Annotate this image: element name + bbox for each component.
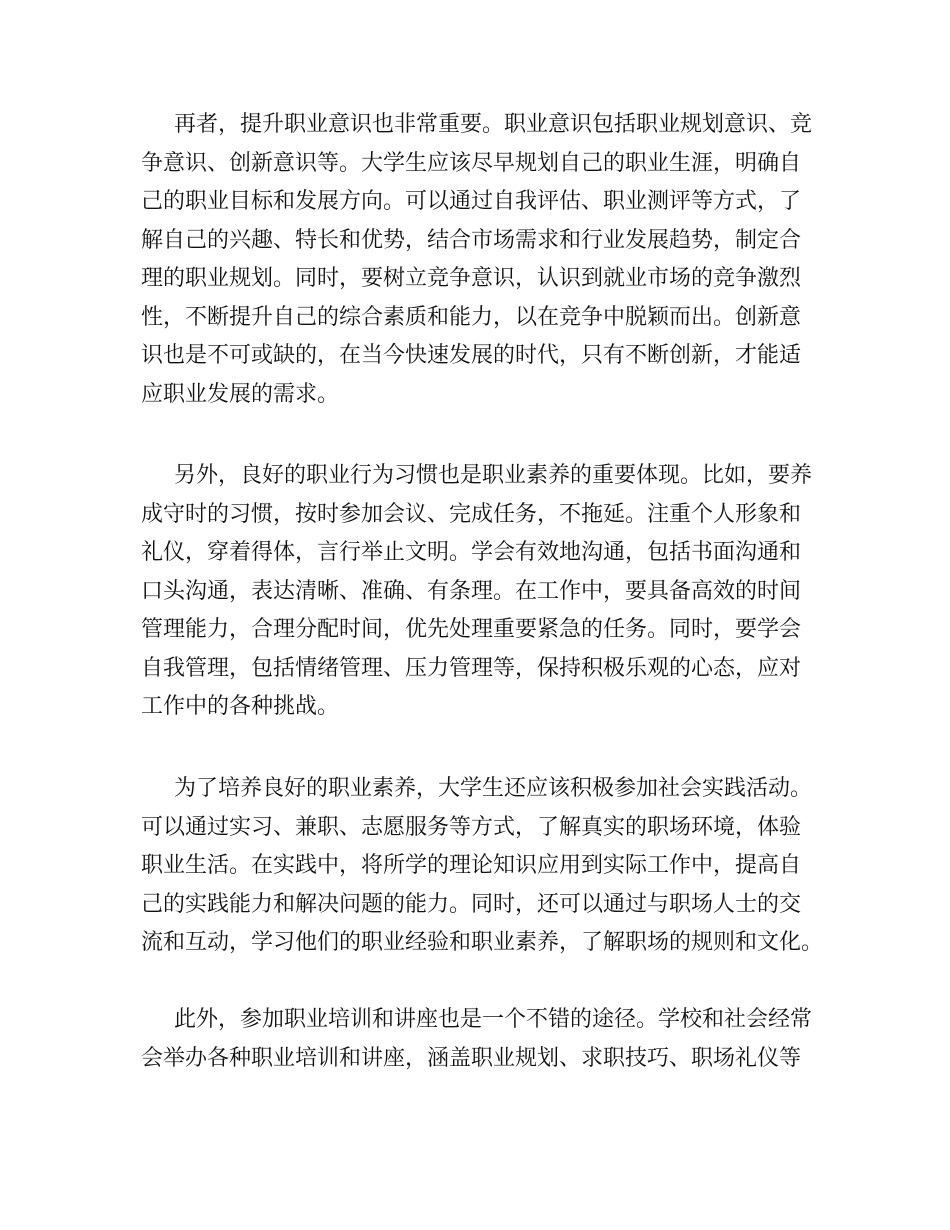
paragraph-work-habits: [141, 457, 821, 727]
text-line: 理的职业规划。同时，要树立竞争意识，认识到就业市场的竞争激烈: [141, 266, 802, 291]
paragraph-training-lectures: [141, 1001, 821, 1078]
text-line: 可以通过实习、兼职、志愿服务等方式，了解真实的职场环境，体验: [141, 814, 802, 840]
text-line: 成守时的习惯，按时参加会议、完成任务，不拖延。注重个人形象和: [141, 501, 802, 527]
text-line: 应职业发展的需求。: [141, 381, 340, 407]
text-line: 自我管理，包括情绪管理、压力管理等，保持积极乐观的心态，应对: [141, 655, 802, 681]
text-line: 工作中的各种挑战。: [141, 694, 340, 719]
text-line: 性，不断提升自己的综合素质和能力，以在竞争中脱颖而出。创新意: [141, 304, 802, 330]
text-line: 管理能力，合理分配时间，优先处理重要紧急的任务。同时，要学会: [141, 617, 802, 642]
paragraph-career-awareness: [141, 106, 821, 414]
text-line: 再者，提升职业意识也非常重要。职业意识包括职业规划意识、竞: [174, 112, 813, 137]
text-line: 解自己的兴趣、特长和优势，结合市场需求和行业发展趋势，制定合: [141, 227, 802, 253]
text-line: 为了培养良好的职业素养，大学生还应该积极参加社会实践活动。: [174, 776, 813, 801]
text-line: 己的职业目标和发展方向。可以通过自我评估、职业测评等方式，了: [141, 189, 802, 214]
text-line: 职业生活。在实践中，将所学的理论知识应用到实际工作中，提高自: [141, 853, 802, 878]
paragraph-social-practice: [141, 770, 824, 963]
text-line: 口头沟通，表达清晰、准确、有条理。在工作中，要具备高效的时间: [141, 578, 802, 604]
text-line: 争意识、创新意识等。大学生应该尽早规划自己的职业生涯，明确自: [141, 150, 802, 176]
text-line: 己的实践能力和解决问题的能力。同时，还可以通过与职场人士的交: [141, 891, 802, 917]
text-line: 礼仪，穿着得体，言行举止文明。学会有效地沟通，包括书面沟通和: [141, 540, 802, 565]
text-line: 另外，良好的职业行为习惯也是职业素养的重要体现。比如，要养: [174, 463, 813, 488]
text-line: 此外，参加职业培训和讲座也是一个不错的途径。学校和社会经常: [174, 1007, 813, 1032]
text-line: 识也是不可或缺的，在当今快速发展的时代，只有不断创新，才能适: [141, 343, 802, 368]
text-line: 流和互动，学习他们的职业经验和职业素养，了解职场的规则和文化。: [141, 930, 824, 955]
text-line: 会举办各种职业培训和讲座，涵盖职业规划、求职技巧、职场礼仪等: [141, 1045, 802, 1071]
